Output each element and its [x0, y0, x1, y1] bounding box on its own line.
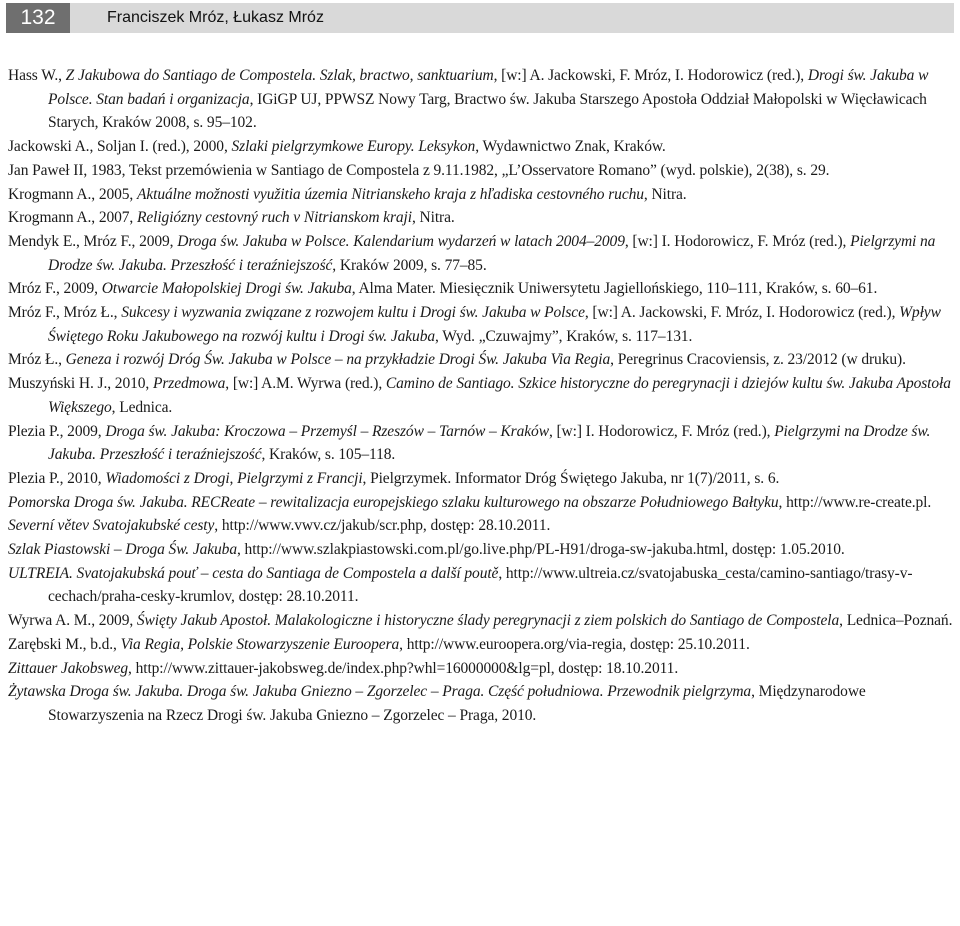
reference-title: Żytawska Droga św. Jakuba. Droga św. Jakuba Gniezno – Zgorzelec – Praga. Część południowa. Przewodnik pielgrzyma — [8, 683, 752, 701]
reference-title: Drogi św. Jakuba w Polsce. Stan badań i organizacja — [48, 67, 929, 108]
reference-title: Pomorska Droga św. Jakuba. RECReate – rewitalizacja europejskiego szlaku kulturowego na obszarze Południowego Bałtyku — [8, 493, 779, 511]
reference-title: Szlaki pielgrzymkowe Europy. Leksykon — [231, 138, 476, 156]
reference-text: , Pielgrzymek. Informator Dróg Świętego Jakuba, nr 1(7)/2011, s. 6. — [362, 469, 780, 487]
reference-text: , Lednica–Poznań. — [839, 612, 953, 630]
reference-text: Hass W., — [8, 67, 66, 84]
reference-entry — [8, 562, 958, 609]
reference-text: Mróz F., Mróz Ł., — [8, 304, 122, 322]
reference-text: Plezia P., 2010, — [8, 469, 106, 487]
reference-text: , http://www.ultreia.cz/svatojabuska_cesta/camino-santiago/trasy-v-cechach/praha-cesky-krumlov, dostęp: 28.10.2011. — [48, 564, 913, 606]
reference-title: Droga św. Jakuba: Kroczowa – Przemyśl – Rzeszów – Tarnów – Kraków — [105, 422, 549, 440]
reference-entry — [8, 372, 958, 419]
reference-text: , Alma Mater. Miesięcznik Uniwersytetu Jagiellońskiego, 110–111, Kraków, s. 60–61. — [351, 280, 878, 298]
reference-entry — [8, 680, 958, 727]
reference-entry — [8, 467, 958, 491]
reference-text: , Międzynarodowe Stowarzyszenia na Rzecz Drogi św. Jakuba Gniezno – Zgorzelec – Praga, 2010. — [48, 683, 866, 724]
reference-title: Geneza i rozwój Dróg Św. Jakuba w Polsce – na przykładzie Drogi Św. Jakuba Via Regia — [65, 351, 611, 369]
reference-title: Otwarcie Małopolskiej Drogi św. Jakuba — [101, 280, 352, 298]
reference-text: , Wydawnictwo Znak, Kraków. — [475, 138, 666, 156]
reference-entry — [8, 159, 958, 183]
reference-text: , Wyd. „Czuwajmy”, Kraków, s. 117–131. — [435, 327, 693, 345]
reference-text: Mróz F., 2009, — [8, 280, 102, 298]
reference-entry — [8, 657, 958, 681]
reference-text: Zarębski M., b.d., — [8, 635, 121, 653]
page-number: 132 — [6, 3, 70, 33]
reference-text: , [w:] A.M. Wyrwa (red.), — [225, 375, 386, 393]
reference-text: Mendyk E., Mróz F., 2009, — [8, 232, 178, 250]
reference-title: Szlak Piastowski – Droga Św. Jakuba — [8, 541, 237, 559]
reference-title: ULTREIA. Svatojakubská pouť – cesta do Santiaga de Compostela a další poutě — [8, 564, 499, 582]
reference-text: , http://www.vwv.cz/jakub/scr.php, dostęp: 28.10.2011. — [214, 517, 551, 535]
reference-title: Droga św. Jakuba w Polsce. Kalendarium wydarzeń w latach 2004–2009 — [177, 232, 625, 250]
reference-title: Aktuálne možnosti využitia územia Nitrianskeho kraja z hľadiska cestovného ruchu — [136, 185, 644, 203]
reference-title: Pielgrzymi na Drodze św. Jakuba. Przeszłość i teraźniejszość — [48, 422, 931, 464]
reference-text: Muszyński H. J., 2010, — [8, 375, 153, 393]
reference-text: , Nitra. — [643, 185, 687, 203]
reference-entry — [8, 301, 958, 348]
reference-title: Severní větev Svatojakubské cesty — [8, 517, 215, 535]
reference-entry — [8, 609, 958, 633]
reference-entry — [8, 514, 958, 538]
reference-text: , http://www.szlakpiastowski.com.pl/go.live.php/PL-H91/droga-sw-jakuba.html, dostęp: 1.05.2010. — [237, 541, 845, 559]
reference-title: Sukcesy i wyzwania związane z rozwojem kultu i Drogi św. Jakuba w Polsce — [121, 304, 585, 322]
reference-entry — [8, 491, 958, 515]
reference-text: , [w:] I. Hodorowicz, F. Mróz (red.), — [548, 422, 775, 440]
reference-title: Przedmowa — [152, 375, 226, 393]
reference-title: Via Regia, Polskie Stowarzyszenie Euroopera — [120, 635, 400, 653]
reference-text: , [w:] A. Jackowski, F. Mróz, I. Hodorowicz (red.), — [493, 67, 808, 84]
reference-entry — [8, 277, 958, 301]
reference-text: , IGiGP UJ, PPWSZ Nowy Targ, Bractwo św. Jakuba Starszego Apostoła Oddział Małopolski w Więcławicach Starych, Kraków 2008, s. 95–102. — [48, 90, 927, 132]
reference-text: , Peregrinus Cracoviensis, z. 23/2012 (w druku). — [610, 351, 906, 369]
reference-entry — [8, 135, 958, 159]
reference-title: Wiadomości z Drogi, Pielgrzymi z Francji — [105, 469, 363, 487]
reference-entry — [8, 633, 958, 657]
reference-title: Z Jakubowa do Santiago de Compostela. Szlak, bractwo, sanktuarium — [65, 67, 494, 84]
reference-text: , Lednica. — [111, 398, 173, 416]
reference-text: , http://www.re-create.pl. — [778, 493, 932, 511]
reference-entry — [8, 230, 958, 277]
reference-text: , [w:] A. Jackowski, F. Mróz, I. Hodorowicz (red.), — [584, 304, 900, 322]
reference-entry — [8, 183, 958, 207]
reference-entry — [8, 348, 958, 372]
reference-text: Jackowski A., Soljan I. (red.), 2000, — [8, 138, 232, 156]
reference-text: , Nitra. — [411, 209, 455, 227]
reference-text: , http://www.zittauer-jakobsweg.de/index.php?whl=16000000&lg=pl, dostęp: 18.10.2011. — [128, 659, 679, 677]
reference-text: , http://www.euroopera.org/via-regia, dostęp: 25.10.2011. — [399, 635, 750, 653]
reference-title: Święty Jakub Apostoł. Malakologiczne i historyczne ślady peregrynacji z ziem polskich do Santiago de Compostela — [136, 612, 840, 630]
reference-text: Krogmann A., 2007, — [8, 209, 137, 227]
page-header — [6, 3, 954, 33]
reference-text: Jan Paweł II, 1983, Tekst przemówienia w Santiago de Compostela z 9.11.1982, „L’Osservatore Romano” (wyd. polskie), 2(38), s. 29. — [8, 161, 830, 179]
reference-entry — [8, 420, 958, 467]
reference-entry — [8, 206, 958, 230]
reference-title: Pielgrzymi na Drodze św. Jakuba. Przeszłość i teraźniejszość — [48, 232, 936, 274]
bibliography — [8, 64, 958, 728]
reference-text: , [w:] I. Hodorowicz, F. Mróz (red.), — [624, 232, 851, 250]
reference-text: , Kraków, s. 105–118. — [261, 446, 396, 464]
reference-title: Zittauer Jakobsweg — [8, 659, 129, 677]
running-head: Franciszek Mróz, Łukasz Mróz — [107, 9, 324, 26]
reference-entry — [8, 538, 958, 562]
reference-text: Mróz Ł., — [8, 351, 66, 369]
reference-entry — [8, 64, 958, 135]
reference-title: Wpływ Świętego Roku Jakubowego na rozwój kultu i Drogi św. Jakuba — [48, 304, 941, 345]
reference-text: Krogmann A., 2005, — [8, 185, 137, 203]
reference-title: Religiózny cestovný ruch v Nitrianskom kraji — [136, 209, 412, 227]
reference-text: Wyrwa A. M., 2009, — [8, 612, 137, 630]
reference-text: , Kraków 2009, s. 77–85. — [332, 256, 487, 274]
reference-title: Camino de Santiago. Szkice historyczne do peregrynacji i dziejów kultu św. Jakuba Apostoła Większego — [48, 375, 951, 416]
reference-text: Plezia P., 2009, — [8, 422, 106, 440]
